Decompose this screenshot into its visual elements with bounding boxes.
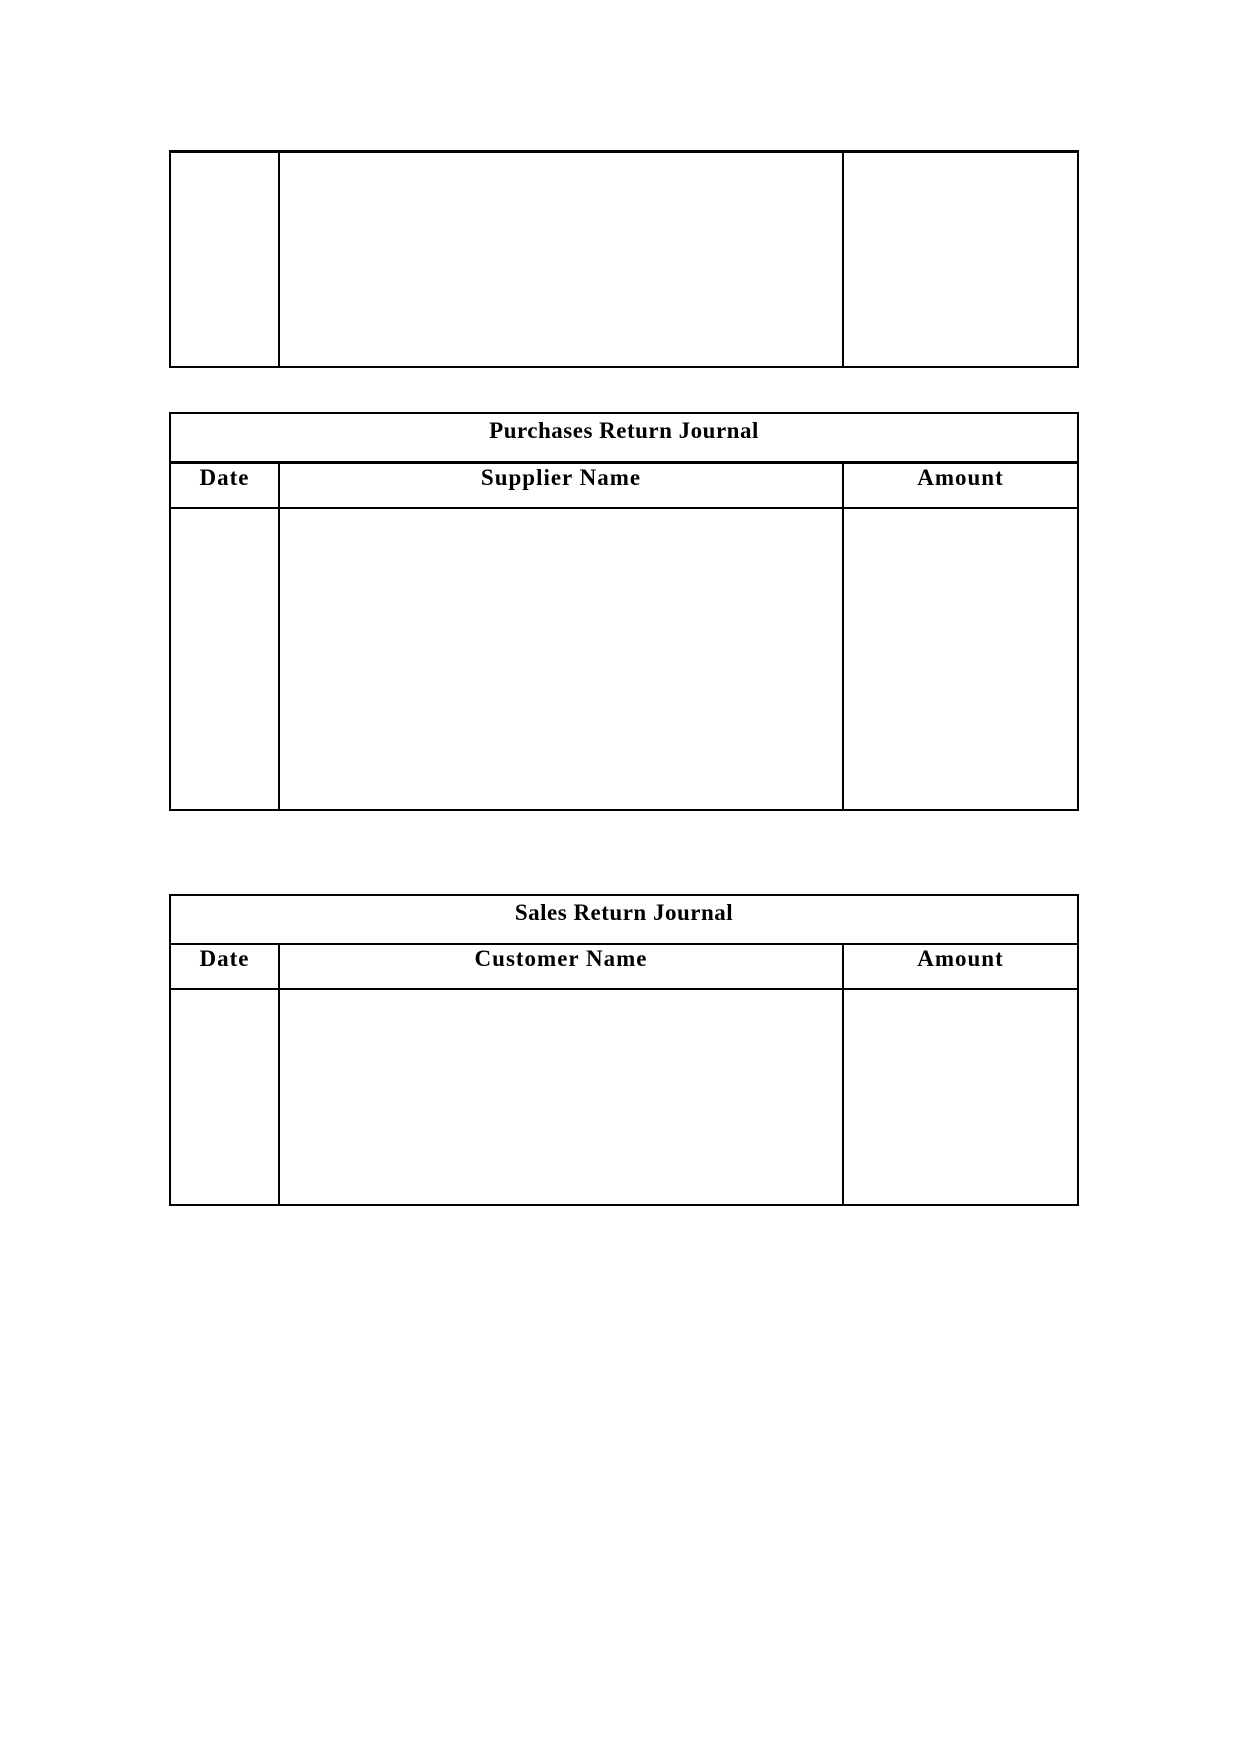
customer-name-cell — [279, 989, 843, 1205]
amount-cell — [843, 152, 1078, 368]
date-cell — [170, 989, 279, 1205]
date-header: Date — [170, 463, 279, 509]
amount-cell — [843, 989, 1078, 1205]
date-cell — [170, 152, 279, 368]
date-cell — [170, 508, 279, 810]
purchases-return-journal-title: Purchases Return Journal — [170, 413, 1078, 463]
amount-header: Amount — [843, 463, 1078, 509]
table-title-row — [170, 413, 1078, 463]
name-cell — [279, 152, 843, 368]
amount-cell — [843, 508, 1078, 810]
table-row — [170, 508, 1078, 810]
date-header: Date — [170, 944, 279, 989]
table-header-row — [170, 463, 1078, 509]
table-row — [170, 989, 1078, 1205]
supplier-name-header: Supplier Name — [279, 463, 843, 509]
table-header-row — [170, 944, 1078, 989]
table-title-row — [170, 895, 1078, 944]
supplier-name-cell — [279, 508, 843, 810]
amount-header: Amount — [843, 944, 1078, 989]
customer-name-header: Customer Name — [279, 944, 843, 989]
continued-journal-table — [169, 150, 1079, 368]
purchases-return-journal-table — [169, 412, 1079, 811]
table-row — [170, 152, 1078, 368]
sales-return-journal-title: Sales Return Journal — [170, 895, 1078, 944]
sales-return-journal-table — [169, 894, 1079, 1206]
